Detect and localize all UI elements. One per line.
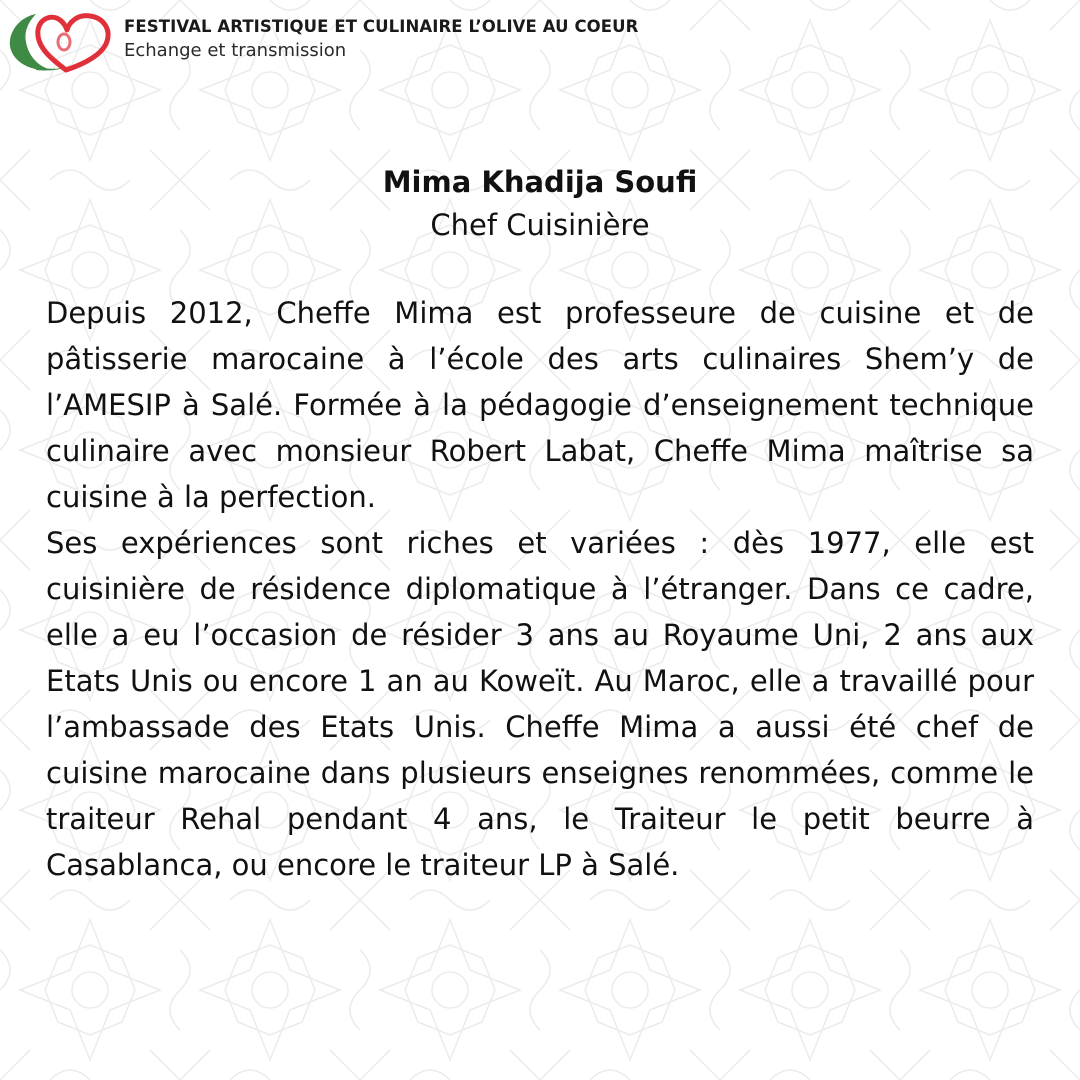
header-text <box>124 8 638 64</box>
olive-heart-logo-icon <box>6 8 116 74</box>
bio-paragraph: Ses expériences sont riches et variées : dès 1977, elle est cuisinière de résidence diplomatique à l’étranger. Dans ce cadre, elle a eu l’occasion de résider 3 ans au Royaume Uni, 2 ans aux Etats Unis ou encore 1 an au Koweït. Au Maroc, elle a travaillé pour l’ambassade des Etats Unis. Cheffe Mima a aussi été chef de cuisine marocaine dans plusieurs enseignes renommées, comme le traiteur Rehal pendant 4 ans, le Traiteur le petit beurre à Casablanca, ou encore le traiteur LP à Salé. <box>46 526 1034 882</box>
header <box>6 8 638 78</box>
festival-subtitle: Echange et transmission <box>124 40 347 61</box>
person-heading <box>0 162 1080 248</box>
person-role: Chef Cuisinière <box>430 208 650 242</box>
festival-title: FESTIVAL ARTISTIQUE ET CULINAIRE L’OLIVE AU COEUR <box>124 17 639 36</box>
bio-paragraph: Depuis 2012, Cheffe Mima est professeure de cuisine et de pâtisserie marocaine à l’école des arts culinaires Shem’y de l’AMESIP à Salé. Formée à la pédagogie d’enseignement technique culinaire avec monsieur Robert Labat, Cheffe Mima maîtrise sa cuisine à la perfection. <box>46 296 1034 514</box>
biography <box>46 290 1034 888</box>
person-name: Mima Khadija Soufi <box>382 165 698 199</box>
